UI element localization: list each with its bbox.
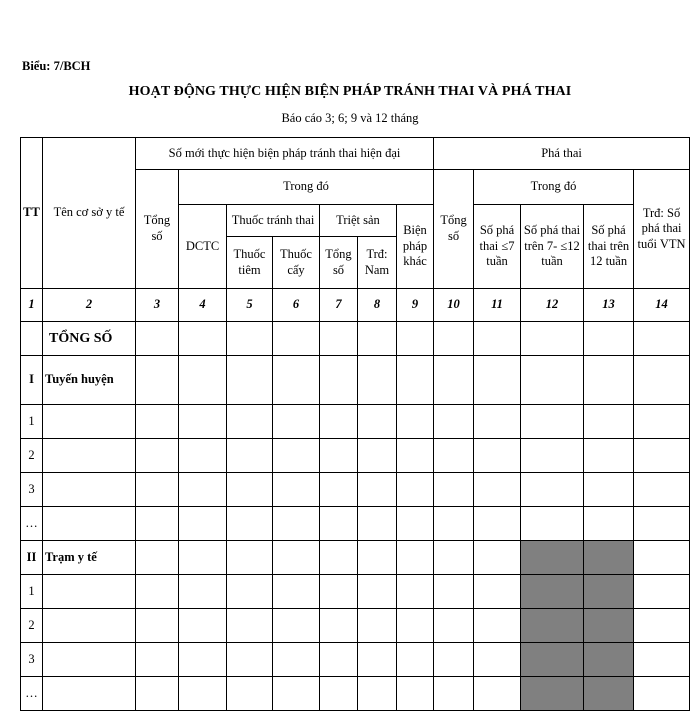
shaded-cell: [521, 541, 584, 575]
cell: [227, 575, 273, 609]
cell: [227, 356, 273, 405]
cell: [397, 507, 434, 541]
cell: [474, 439, 521, 473]
header-abortion-total: Tổng số: [434, 170, 474, 289]
cell: [397, 322, 434, 356]
cell: [474, 322, 521, 356]
cell: [136, 609, 179, 643]
shaded-cell: [521, 677, 584, 711]
cell: [136, 677, 179, 711]
column-number: 1: [21, 289, 43, 322]
header-pills: Thuốc tránh thai: [227, 205, 320, 237]
cell: [634, 439, 690, 473]
row-tt: I: [21, 356, 43, 405]
cell: [474, 473, 521, 507]
cell: [634, 322, 690, 356]
row-index: 1: [21, 405, 43, 439]
cell: [358, 575, 397, 609]
cell: [273, 677, 320, 711]
cell: [136, 439, 179, 473]
cell: [397, 609, 434, 643]
cell: [634, 473, 690, 507]
header-abort-gt12: Số phá thai trên 12 tuần: [584, 205, 634, 289]
cell: [474, 609, 521, 643]
cell: [584, 356, 634, 405]
header-dctc: DCTC: [179, 205, 227, 289]
shaded-cell: [584, 677, 634, 711]
shaded-cell: [584, 609, 634, 643]
cell: [634, 541, 690, 575]
cell: [634, 643, 690, 677]
cell: [320, 643, 358, 677]
column-number: 2: [43, 289, 136, 322]
cell: [136, 405, 179, 439]
district-label: Tuyến huyện: [43, 356, 136, 405]
header-steril-total: Tổng số: [320, 237, 358, 289]
cell: [521, 356, 584, 405]
report-table: [20, 137, 690, 711]
table-row: [21, 405, 690, 439]
cell: [227, 677, 273, 711]
cell: [273, 322, 320, 356]
cell: [434, 575, 474, 609]
cell: [43, 405, 136, 439]
cell: [179, 405, 227, 439]
cell: [358, 541, 397, 575]
cell: [397, 575, 434, 609]
cell: [434, 609, 474, 643]
shaded-cell: [521, 643, 584, 677]
cell: [634, 405, 690, 439]
table-row: [21, 643, 690, 677]
column-number: 13: [584, 289, 634, 322]
cell: [634, 609, 690, 643]
cell: [273, 575, 320, 609]
cell: [179, 643, 227, 677]
cell: [136, 643, 179, 677]
cell: [273, 643, 320, 677]
cell: [358, 677, 397, 711]
cell: [584, 473, 634, 507]
cell: [320, 439, 358, 473]
cell: [434, 677, 474, 711]
cell: [434, 541, 474, 575]
cell: [227, 322, 273, 356]
row-index: 3: [21, 643, 43, 677]
column-number: 11: [474, 289, 521, 322]
column-number: 9: [397, 289, 434, 322]
header-abort-youth: Trđ: Số phá thai tuổi VTN: [634, 170, 690, 289]
form-code: Biểu: 7/BCH: [22, 59, 91, 73]
cell: [434, 473, 474, 507]
cell: [521, 439, 584, 473]
cell: [179, 541, 227, 575]
cell: [320, 575, 358, 609]
cell: [320, 356, 358, 405]
cell: [474, 356, 521, 405]
cell: [521, 473, 584, 507]
report-subtitle: Báo cáo 3; 6; 9 và 12 tháng: [281, 111, 419, 125]
cell: [320, 473, 358, 507]
cell: [320, 541, 358, 575]
cell: [358, 643, 397, 677]
cell: [273, 541, 320, 575]
cell: [397, 473, 434, 507]
cell: [358, 322, 397, 356]
header-abort-le7: Số phá thai ≤7 tuần: [474, 205, 521, 289]
row-index: 3: [21, 473, 43, 507]
cell: [358, 405, 397, 439]
table-row-total: [21, 322, 690, 356]
cell: [584, 322, 634, 356]
cell: [584, 405, 634, 439]
header-of-which-abortion: Trong đó: [474, 170, 634, 205]
cell: [634, 356, 690, 405]
cell: [227, 541, 273, 575]
header-facility: Tên cơ sở y tế: [43, 138, 136, 289]
cell: [358, 609, 397, 643]
shaded-cell: [584, 575, 634, 609]
commune-label: Trạm y tế: [43, 541, 136, 575]
cell: [43, 439, 136, 473]
row-index: …: [21, 507, 43, 541]
cell: [397, 677, 434, 711]
cell: [320, 405, 358, 439]
cell: [43, 609, 136, 643]
header-abort-7-12: Số phá thai trên 7- ≤12 tuần: [521, 205, 584, 289]
cell: [273, 507, 320, 541]
cell: [320, 609, 358, 643]
column-number: 14: [634, 289, 690, 322]
cell: [21, 322, 43, 356]
row-tt: II: [21, 541, 43, 575]
cell: [273, 356, 320, 405]
column-number-row: [21, 289, 690, 322]
row-index: 1: [21, 575, 43, 609]
cell: [136, 541, 179, 575]
table-row: [21, 677, 690, 711]
column-number: 3: [136, 289, 179, 322]
cell: [434, 356, 474, 405]
header-steril-male: Trđ: Nam: [358, 237, 397, 289]
header-injection: Thuốc tiêm: [227, 237, 273, 289]
cell: [434, 507, 474, 541]
column-number: 8: [358, 289, 397, 322]
header-implant: Thuốc cấy: [273, 237, 320, 289]
cell: [227, 507, 273, 541]
cell: [43, 473, 136, 507]
cell: [273, 473, 320, 507]
cell: [474, 643, 521, 677]
cell: [358, 439, 397, 473]
cell: [43, 575, 136, 609]
shaded-cell: [521, 575, 584, 609]
table-row-commune: [21, 541, 690, 575]
cell: [227, 405, 273, 439]
cell: [136, 575, 179, 609]
cell: [434, 322, 474, 356]
column-number: 4: [179, 289, 227, 322]
cell: [320, 507, 358, 541]
cell: [358, 507, 397, 541]
cell: [179, 322, 227, 356]
column-number: 6: [273, 289, 320, 322]
cell: [320, 322, 358, 356]
cell: [273, 405, 320, 439]
cell: [179, 609, 227, 643]
cell: [179, 507, 227, 541]
cell: [179, 473, 227, 507]
cell: [434, 643, 474, 677]
cell: [397, 356, 434, 405]
cell: [474, 541, 521, 575]
cell: [474, 507, 521, 541]
shaded-cell: [584, 541, 634, 575]
shaded-cell: [521, 609, 584, 643]
cell: [227, 473, 273, 507]
cell: [320, 677, 358, 711]
cell: [136, 473, 179, 507]
row-index: 2: [21, 439, 43, 473]
header-of-which-contraception: Trong đó: [179, 170, 434, 205]
cell: [358, 473, 397, 507]
cell: [634, 677, 690, 711]
cell: [136, 356, 179, 405]
header-tt: TT: [21, 138, 43, 289]
cell: [227, 643, 273, 677]
cell: [43, 643, 136, 677]
cell: [434, 439, 474, 473]
column-number: 12: [521, 289, 584, 322]
cell: [179, 439, 227, 473]
cell: [521, 322, 584, 356]
cell: [434, 405, 474, 439]
column-number: 5: [227, 289, 273, 322]
column-number: 7: [320, 289, 358, 322]
table-row-district: [21, 356, 690, 405]
header-other-methods: Biện pháp khác: [397, 205, 434, 289]
column-number: 10: [434, 289, 474, 322]
cell: [43, 677, 136, 711]
cell: [521, 405, 584, 439]
cell: [474, 575, 521, 609]
cell: [584, 439, 634, 473]
header-sterilization: Triệt sản: [320, 205, 397, 237]
cell: [136, 507, 179, 541]
cell: [397, 439, 434, 473]
cell: [584, 507, 634, 541]
table-row: [21, 575, 690, 609]
cell: [358, 356, 397, 405]
report-title: HOẠT ĐỘNG THỰC HIỆN BIỆN PHÁP TRÁNH THAI VÀ PHÁ THAI: [128, 84, 572, 99]
cell: [397, 643, 434, 677]
cell: [474, 677, 521, 711]
cell: [397, 405, 434, 439]
row-index: …: [21, 677, 43, 711]
cell: [43, 507, 136, 541]
header-contraception-group: Số mới thực hiện biện pháp tránh thai hiện đại: [136, 138, 434, 170]
cell: [474, 405, 521, 439]
cell: [179, 677, 227, 711]
row-index: 2: [21, 609, 43, 643]
cell: [634, 575, 690, 609]
header-contraception-total: Tổng số: [136, 170, 179, 289]
cell: [273, 439, 320, 473]
table-row: [21, 609, 690, 643]
shaded-cell: [584, 643, 634, 677]
cell: [634, 507, 690, 541]
table-row: [21, 507, 690, 541]
cell: [227, 609, 273, 643]
cell: [179, 575, 227, 609]
table-row: [21, 439, 690, 473]
cell: [227, 439, 273, 473]
cell: [273, 609, 320, 643]
cell: [179, 356, 227, 405]
header-abortion-group: Phá thai: [434, 138, 690, 170]
cell: [521, 507, 584, 541]
total-label: TỔNG SỐ: [43, 322, 136, 356]
cell: [136, 322, 179, 356]
cell: [397, 541, 434, 575]
table-row: [21, 473, 690, 507]
